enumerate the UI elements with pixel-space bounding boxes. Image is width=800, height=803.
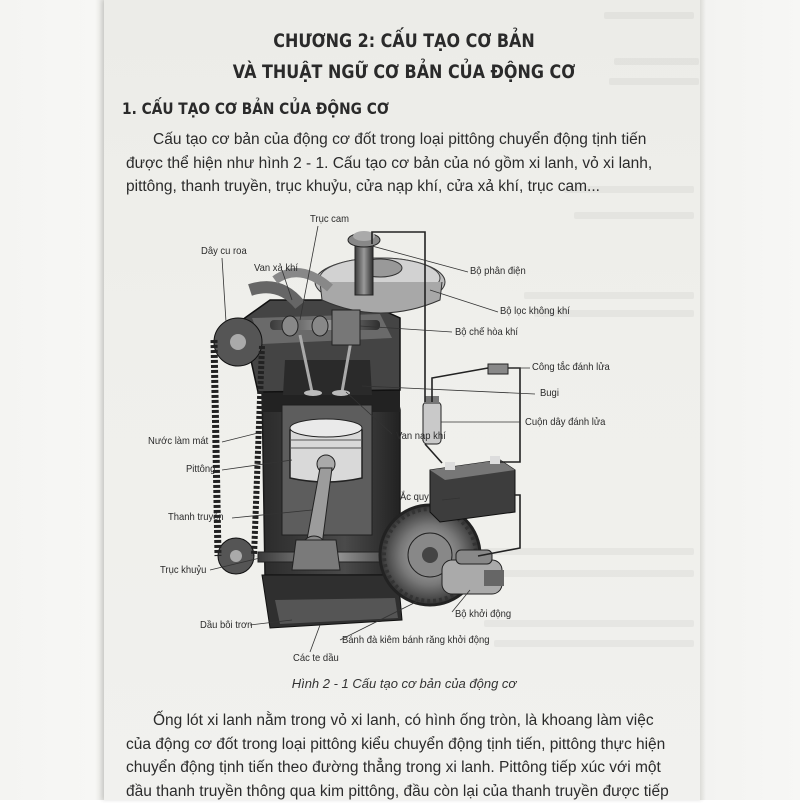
label-oil-pan: Các te dầu — [293, 652, 339, 664]
chapter-title-line2: VÀ THUẬT NGỮ CƠ BẢN CỦA ĐỘNG CƠ — [152, 61, 656, 83]
label-carburetor: Bộ chế hòa khí — [455, 326, 518, 338]
cylinder-head — [242, 300, 400, 396]
label-belt: Dây cu roa — [201, 245, 247, 257]
label-battery: Ắc quy — [400, 491, 429, 503]
section-heading: 1. CẤU TẠO CƠ BẢN CỦA ĐỘNG CƠ — [122, 99, 389, 118]
label-ignition-switch: Công tắc đánh lửa — [532, 361, 610, 373]
label-ignition-coil: Cuộn dây đánh lửa — [525, 416, 605, 428]
label-crankshaft: Trục khuỷu — [160, 564, 206, 576]
body-paragraph — [126, 709, 666, 803]
body-line: của động cơ đốt trong loại pittông kiểu chuyển động tịnh tiến, pittông thực hiện — [126, 733, 666, 757]
intro-line: Cấu tạo cơ bản của động cơ đốt trong loại pittông chuyển động tịnh tiến — [126, 128, 666, 152]
intro-line: pittông, thanh truyền, trục khuỷu, cửa nạp khí, cửa xả khí, trục cam... — [126, 175, 666, 199]
label-oil: Dầu bôi trơn — [200, 619, 252, 631]
intro-line: được thể hiện như hình 2 - 1. Cấu tạo cơ bản của nó gồm xi lanh, vỏ xi lanh, — [126, 152, 666, 176]
body-line: chuyển động tịnh tiến theo đường thẳng trong xi lanh. Pittông tiếp xúc với một — [126, 756, 666, 780]
label-distributor: Bộ phân điện — [470, 265, 526, 277]
timing-belt — [214, 318, 262, 574]
ignition-switch — [488, 364, 508, 374]
chapter-title-line1: CHƯƠNG 2: CẤU TẠO CƠ BẢN — [152, 30, 656, 52]
figure-caption: Hình 2 - 1 Cấu tạo cơ bản của động cơ — [104, 676, 704, 691]
label-intake-valve: Van nạp khí — [396, 430, 446, 442]
battery — [430, 456, 515, 522]
carburetor — [332, 310, 360, 345]
body-line: Ống lót xi lanh nằm trong vỏ xi lanh, có hình ống tròn, là khoang làm việc — [126, 709, 666, 733]
label-coolant: Nước làm mát — [148, 435, 208, 447]
label-flywheel: Bánh đà kiêm bánh răng khởi động — [342, 634, 490, 646]
label-exhaust-valve: Van xả khí — [254, 262, 298, 274]
label-piston: Pittông — [186, 463, 215, 475]
label-starter: Bộ khởi động — [455, 608, 511, 620]
body-line: đầu thanh truyền thông qua kim pittông, đầu còn lại của thanh truyền được tiếp — [126, 780, 666, 803]
label-connecting-rod: Thanh truyền — [168, 511, 224, 523]
label-spark-plug: Bugi — [540, 387, 559, 399]
label-camshaft: Trục cam — [310, 213, 349, 225]
label-air-filter: Bộ lọc không khí — [500, 305, 570, 317]
